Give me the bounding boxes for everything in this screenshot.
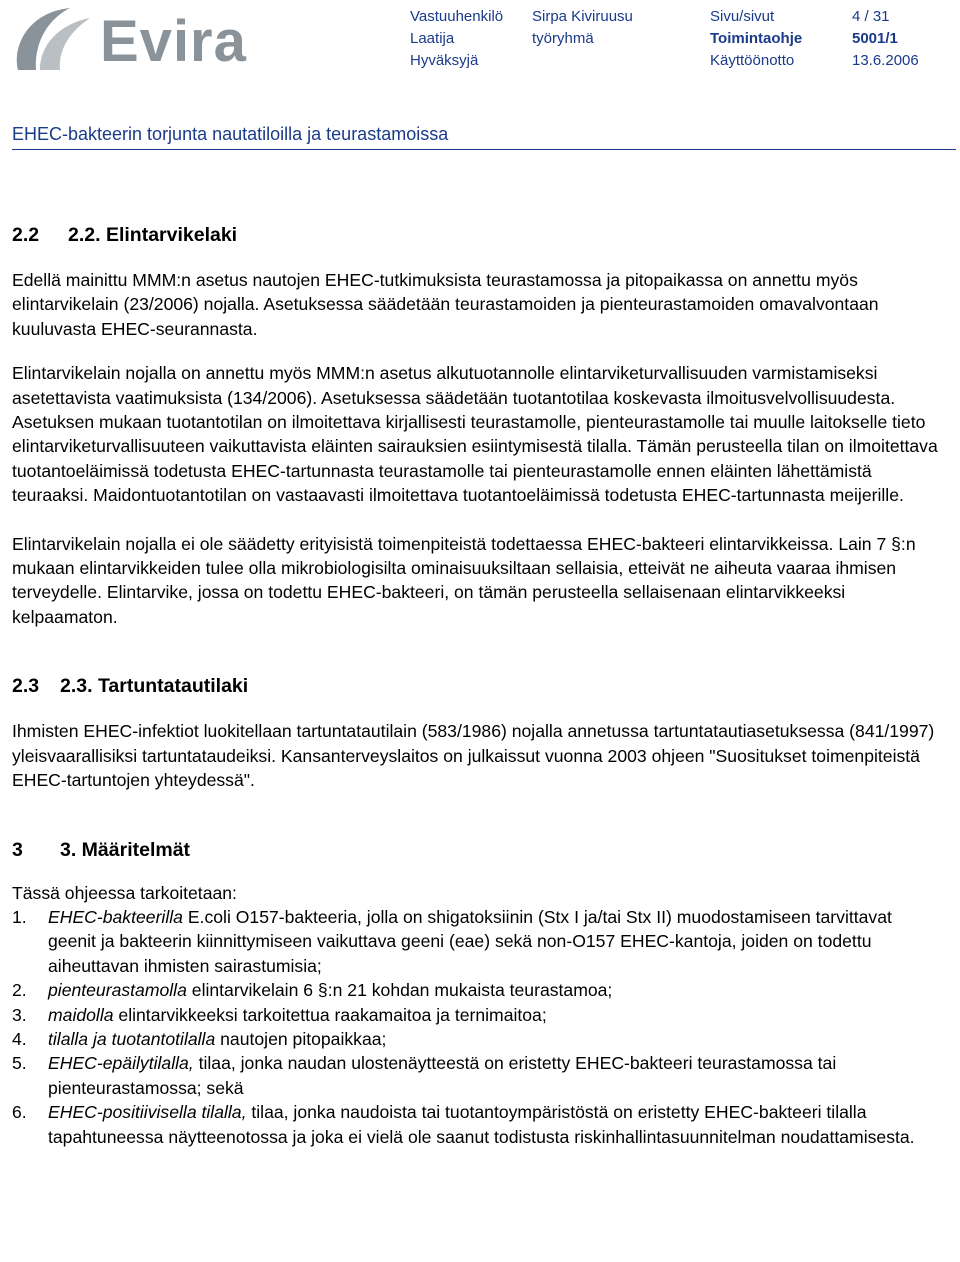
definition: tilaa, jonka naudan ulostenäytteestä on eristetty EHEC-bakteeri teurastamossa tai pienteurastamossa; sekä <box>48 1053 837 1098</box>
section-number: 2.3 <box>12 675 40 698</box>
paragraph: Edellä mainittu MMM:n asetus nautojen EHEC-tutkimuksista teurastamossa ja pitopaikassa on annettu myös elintarvikelain (23/2006) nojalla. Asetuksessa säädetään teurastamoiden ja pienteurastamoiden omavalvontaan kuuluvasta EHEC-seurannasta. <box>12 270 879 339</box>
definitions-list <box>12 905 942 1149</box>
list-item: 5. EHEC-epäilytilalla, tilaa, jonka naudan ulostenäytteestä on eristetty EHEC-bakteeri teurastamossa tai pienteurastamossa; sekä <box>12 1053 837 1098</box>
meta-value: työryhmä <box>532 30 594 47</box>
section-number: 3 <box>12 838 23 861</box>
definition: E.coli O157-bakteeria, jolla on shigatoksiinin (Stx I ja/tai Stx II) muodostamiseen tarvittavat geenit ja bakteerin kiinnittymiseen vaikuttava geeni (eae) sekä non-O157 EHEC-kantoja, joiden on todettu aiheuttavan ihmisten sairastumisia; <box>48 906 892 976</box>
list-item: 4. tilalla ja tuotantotilalla nautojen pitopaikkaa; <box>12 1028 387 1049</box>
section-title: 2.2. Elintarvikelaki <box>68 224 238 246</box>
meta-label: Vastuuhenkilö <box>410 8 504 25</box>
meta-label-doc-type: Toimintaohje <box>710 30 803 47</box>
definition: nautojen pitopaikkaa; <box>215 1028 387 1049</box>
meta-label: Laatija <box>410 30 455 47</box>
definition: tilaa, jonka naudoista tai tuotantoympäristöstä on eristetty EHEC-bakteeri tilalla tapahtuneessa näytteenotossa ja joka ei vielä ole saanut todistusta riskinhallintasuunnitelman noudattamisesta. <box>48 1102 915 1147</box>
section-heading-2-3 <box>12 673 942 699</box>
evira-swoosh-icon <box>10 4 100 76</box>
term: EHEC-bakteerilla <box>48 906 183 927</box>
list-item: 2. pienteurastamolla elintarvikelain 6 §:n 21 kohdan mukaista teurastamoa; <box>12 980 613 1001</box>
section-heading-3 <box>12 837 942 863</box>
meta-label: Hyväksyjä <box>410 52 479 69</box>
list-intro: Tässä ohjeessa tarkoitetaan: <box>12 882 237 903</box>
section-number: 2.2 <box>12 224 40 246</box>
paragraph: Elintarvikelain nojalla ei ole säädetty erityisistä toimenpiteistä todettaessa EHEC-bakteeri elintarvikkeissa. Lain 7 §:n mukaan elintarvikkeiden tulee olla mikrobiologisilta ominaisuuksiltaan sellaisia, etteivät ne aiheuta vaaraa ihmisen terveydelle. Elintarvike, jossa on todettu EHEC-bakteeri, on tämän perusteella sellaisenaan elintarvikkeeksi kelpaamaton. <box>12 533 916 627</box>
term: EHEC-epäilytilalla, <box>48 1053 194 1074</box>
section-title: 2.3. Tartuntatautilaki <box>60 675 249 698</box>
doc-number: 5001/1 <box>852 30 898 47</box>
list-item: 6. EHEC-positiivisella tilalla, tilaa, jonka naudoista tai tuotantoympäristöstä on eristetty EHEC-bakteeri tilalla tapahtuneessa näytteenotossa ja joka ei vielä ole saanut todistusta riskinhallintasuunnitelman noudattamisesta. <box>12 1102 915 1147</box>
evira-logo <box>10 4 260 76</box>
term: pienteurastamolla <box>48 980 187 1001</box>
section-title: 3. Määritelmät <box>60 838 191 861</box>
paragraph: Elintarvikelain nojalla on annettu myös MMM:n asetus alkutuotannolle elintarviketurvallisuuden varmistamiseksi asetettavista vaatimuksista (134/2006). Asetuksessa säädetään tuotantotilaa koskevasta ilmoitusvelvollisuudesta. Asetuksen mukaan tuotantotilan on ilmoitettava kirjallisesti teurastamolle, pienteurastamolle tai muulle laitokselle tieto elintarviketurvallisuuteen vaikuttavista eläinten sairauksien esiintymisestä tilalla. Tämän perusteella tilan on ilmoitettava tuotantoeläimissä todetusta EHEC-tartunnasta teurastamolle tai pienteurastamolle ennen eläinten lähettämistä teuraaksi. Maidontuotantotilan on vastaavasti ilmoitettava tuotantoeläimissä todetusta EHEC-tartunnasta meijerille. <box>12 363 938 506</box>
meta-value <box>532 50 633 72</box>
meta-label: Käyttöönotto <box>710 52 795 69</box>
header-divider <box>12 149 956 150</box>
effective-date: 13.6.2006 <box>852 52 919 69</box>
meta-values-left <box>532 6 633 72</box>
document-title: EHEC-bakteerin torjunta nautatiloilla ja teurastamoissa <box>12 124 449 144</box>
definition: elintarvikkeeksi tarkoitettua raakamaitoa ja ternimaitoa; <box>113 1004 547 1025</box>
logo-wordmark: Evira <box>100 9 247 74</box>
meta-label: Sivu/sivut <box>710 8 775 25</box>
meta-labels-right <box>710 6 802 72</box>
document-body <box>12 222 942 1149</box>
term: tilalla ja tuotantotilalla <box>48 1028 216 1049</box>
meta-values-right <box>852 6 919 72</box>
meta-labels-left <box>410 6 503 72</box>
list-item: 1. EHEC-bakteerilla E.coli O157-bakteeria, jolla on shigatoksiinin (Stx I ja/tai Stx II) muodostamiseen tarvittavat geenit ja bakteerin kiinnittymiseen vaikuttava geeni (eae) sekä non-O157 EHEC-kantoja, joiden on todettu aiheuttavan ihmisten sairastumisia; <box>12 906 892 976</box>
term: EHEC-positiivisella tilalla, <box>48 1102 247 1123</box>
meta-value: Sirpa Kiviruusu <box>532 8 633 25</box>
list-item: 3. maidolla elintarvikkeeksi tarkoitettua raakamaitoa ja ternimaitoa; <box>12 1004 547 1025</box>
page-number: 4 / 31 <box>852 8 890 25</box>
section-heading-2-2 <box>12 222 942 248</box>
term: maidolla <box>48 1004 114 1025</box>
paragraph: Ihmisten EHEC-infektiot luokitellaan tartuntatautilain (583/1986) nojalla annetussa tartuntatautiasetuksessa (841/1997) yleisvaarallisiksi tartuntataudeiksi. Kansanterveyslaitos on julkaissut vuonna 2003 ohjeen "Suositukset toimenpiteistä EHEC-tartuntojen yhteydessä". <box>12 721 935 791</box>
definition: elintarvikelain 6 §:n 21 kohdan mukaista teurastamoa; <box>186 980 613 1001</box>
